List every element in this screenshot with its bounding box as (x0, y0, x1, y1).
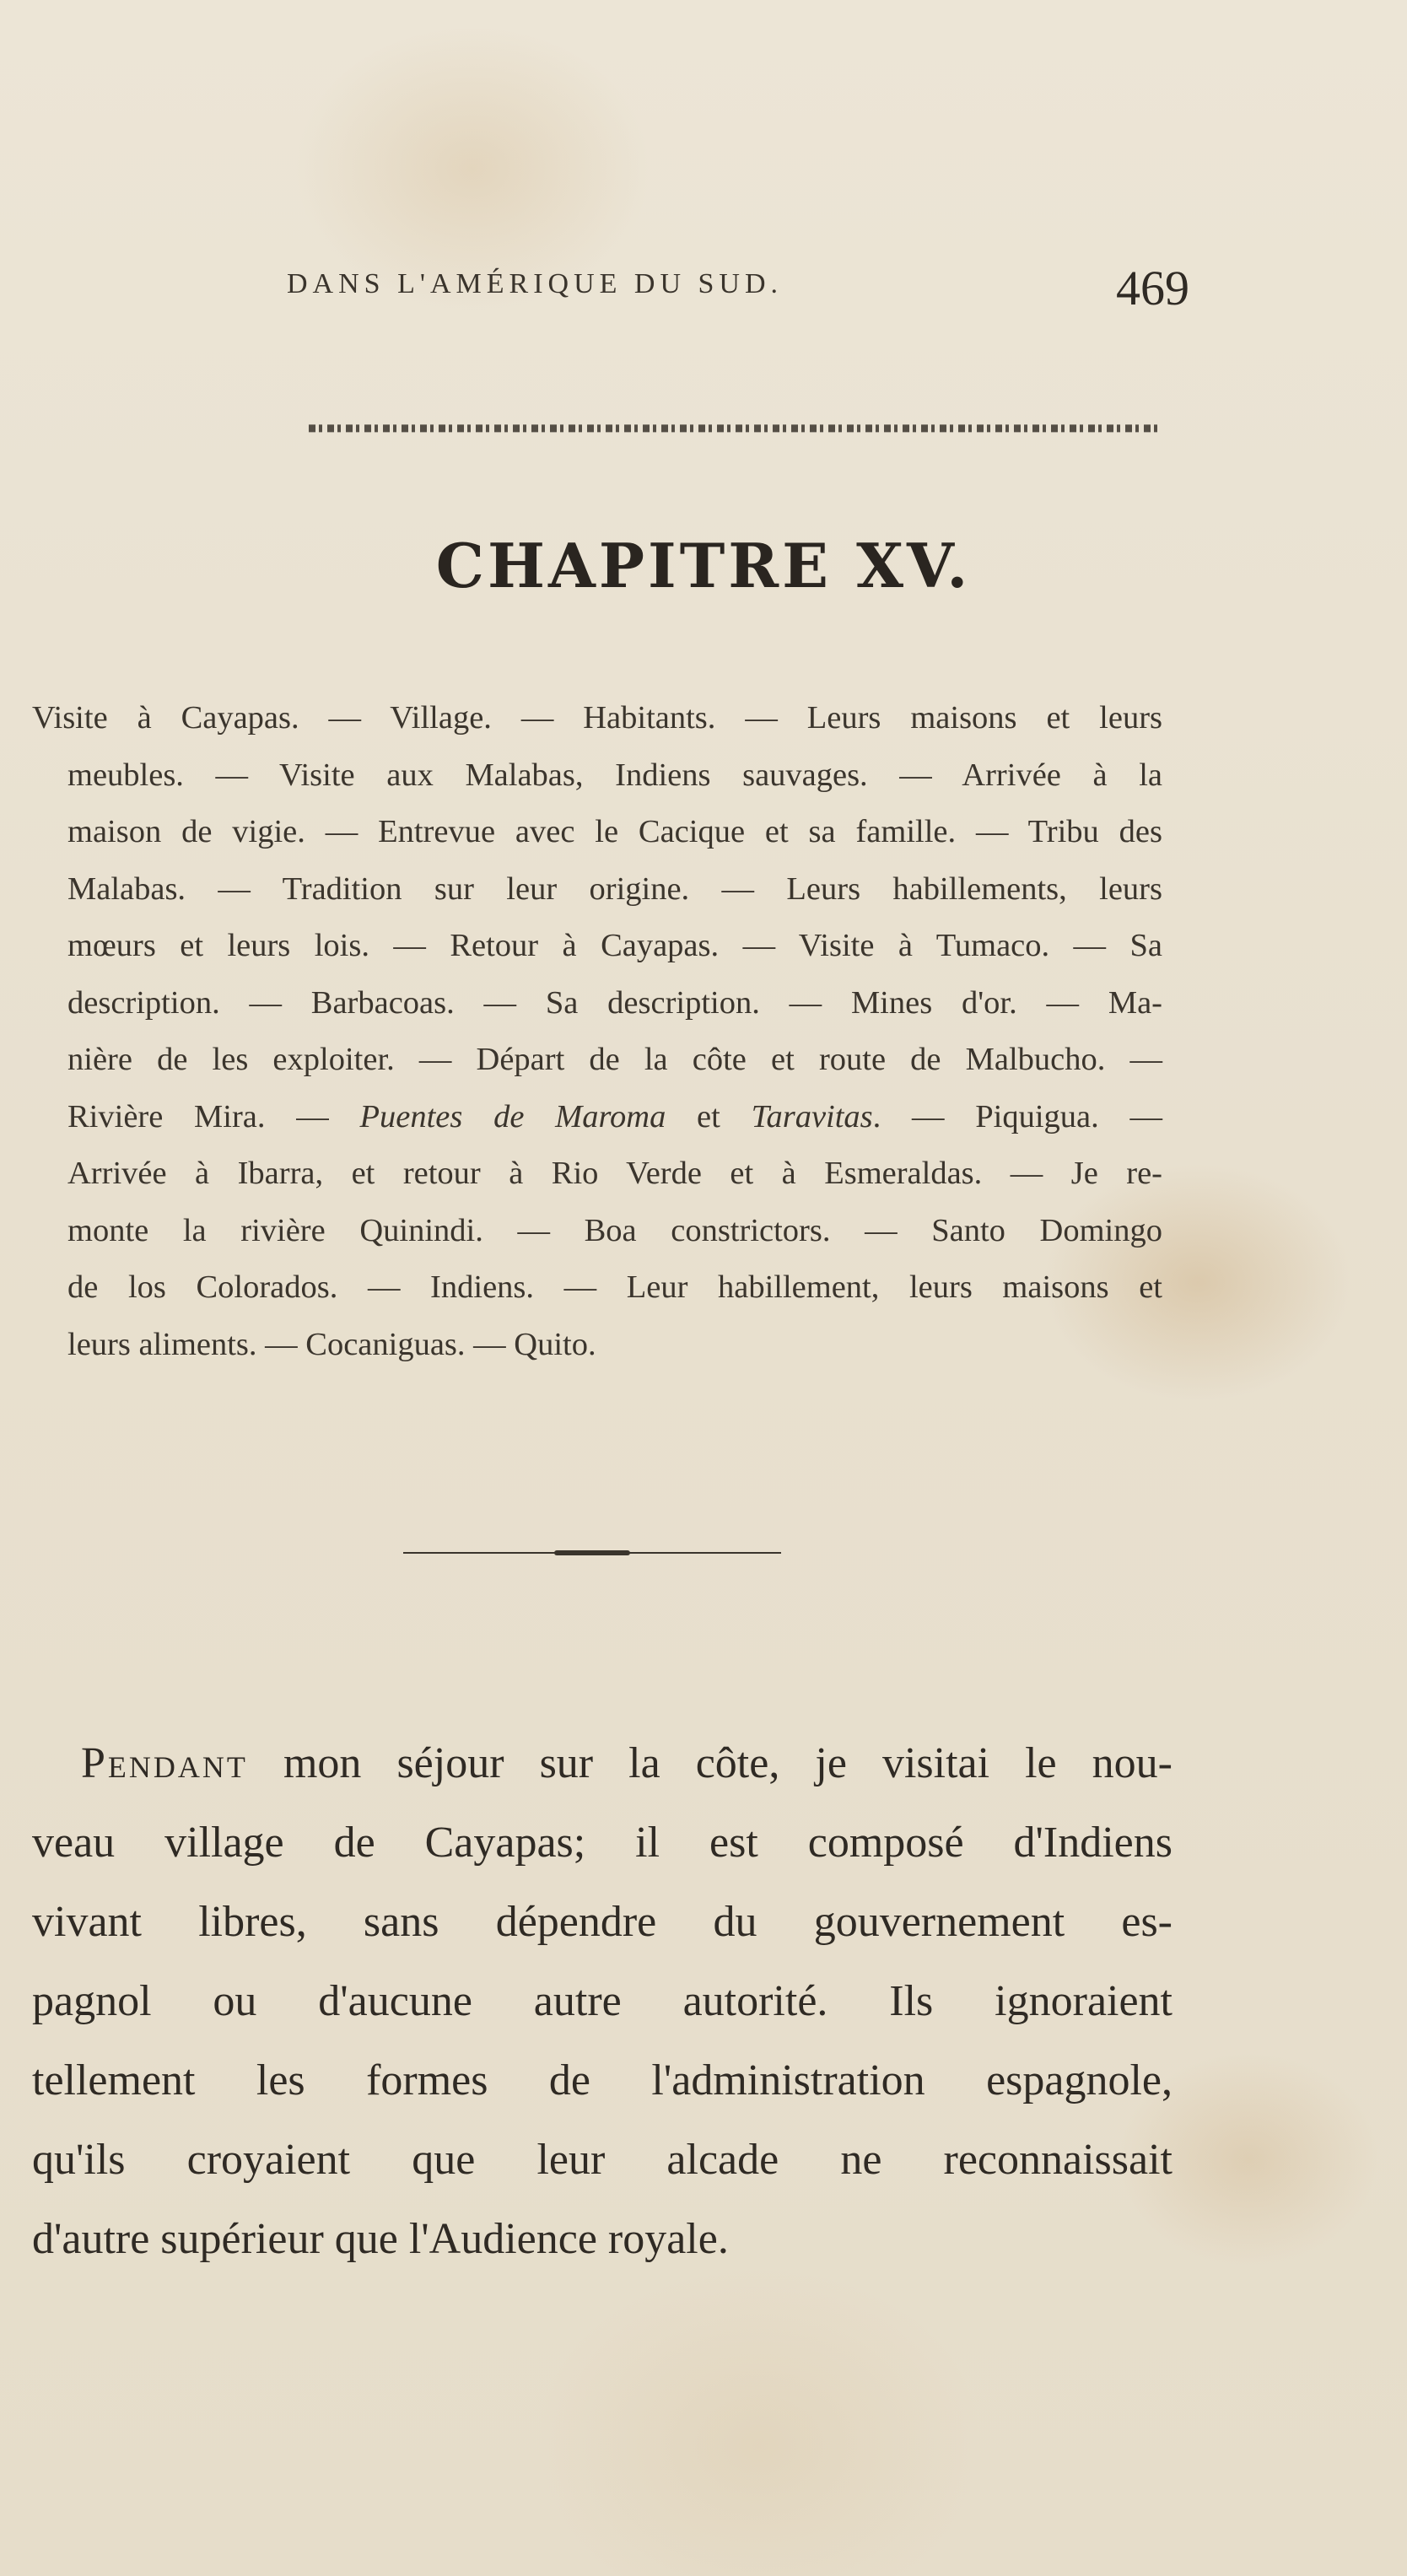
summary-line-end: . — Piquigua. — (872, 1098, 1162, 1134)
body-paragraph (32, 1724, 1172, 2279)
chapter-title: CHAPITRE XV. (435, 530, 972, 601)
summary-line: Visite à Cayapas. — Village. — Habitants. — Leurs maisons et leurs (32, 700, 1162, 736)
body-line: veau village de Cayapas; il est composé d'Indiens (32, 1819, 1172, 1867)
summary-line: Arrivée à Ibarra, et retour à Rio Verde et à Esmeraldas. — Je re- (67, 1156, 1162, 1191)
summary-line: de los Colorados. — Indiens. — Leur habillement, leurs maisons et (67, 1269, 1162, 1305)
body-line: tellement les formes de l'administration espagnole, (32, 2056, 1172, 2104)
page-number: 469 (1116, 261, 1189, 315)
body-line: d'autre supérieur que l'Audience royale. (32, 2215, 729, 2263)
summary-line-mid: et (666, 1098, 752, 1134)
running-title: DANS L'AMÉRIQUE DU SUD. (287, 268, 784, 299)
summary-line: mœurs et leurs lois. — Retour à Cayapas. — Visite à Tumaco. — Sa (67, 928, 1162, 963)
summary-line-mixed (32, 1089, 1162, 1146)
summary-line: meubles. — Visite aux Malabas, Indiens sauvages. — Arrivée à la (67, 757, 1162, 793)
summary-line: maison de vigie. — Entrevue avec le Cacique et sa famille. — Tribu des (67, 814, 1162, 849)
summary-line: leurs aliments. — Cocaniguas. — Quito. (67, 1326, 596, 1362)
summary-line: Malabas. — Tradition sur leur origine. — Leurs habillements, leurs (67, 870, 1162, 907)
opening-word: Pendant (81, 1739, 248, 1787)
body-line (32, 1724, 1172, 1803)
summary-italic-taravitas: Taravitas (751, 1098, 873, 1134)
summary-line: monte la rivière Quinindi. — Boa constrictors. — Santo Domingo (67, 1212, 1162, 1248)
chapter-summary (32, 690, 1162, 1373)
summary-line-start: Rivière Mira. — (67, 1098, 360, 1134)
summary-line: description. — Barbacoas. — Sa description. — Mines d'or. — Ma- (67, 984, 1162, 1021)
body-line: vivant libres, sans dépendre du gouvernement es- (32, 1898, 1172, 1946)
body-line-rest: mon séjour sur la côte, je visitai le nou- (247, 1739, 1172, 1787)
running-head (287, 261, 1215, 319)
summary-italic-puentes: Puentes de Maroma (359, 1098, 666, 1134)
ornamental-rule (309, 420, 1161, 435)
body-line: qu'ils croyaient que leur alcade ne reconnaissait (32, 2136, 1172, 2184)
body-line: pagnol ou d'aucune autre autorité. Ils ignoraient (32, 1977, 1172, 2025)
summary-line: nière de les exploiter. — Départ de la côte et route de Malbucho. — (67, 1042, 1162, 1077)
section-separator (403, 1550, 781, 1555)
